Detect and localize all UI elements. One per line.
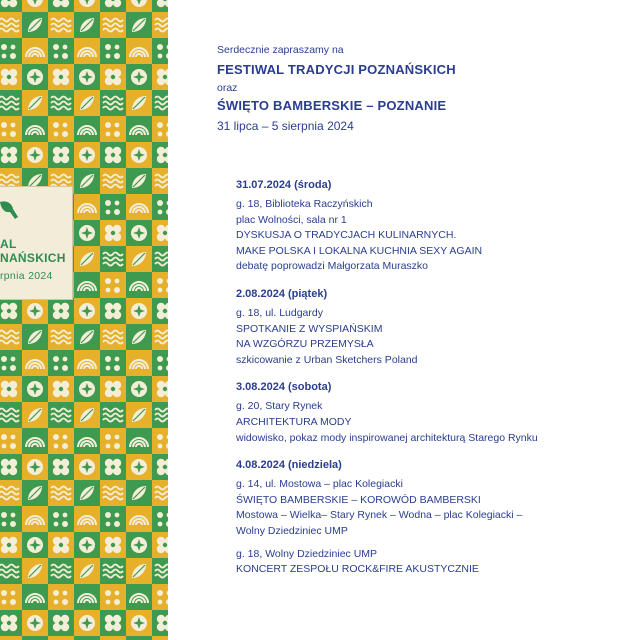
pattern-tile bbox=[126, 246, 152, 272]
pattern-tile bbox=[0, 12, 22, 38]
pattern-tile bbox=[126, 142, 152, 168]
pattern-tile bbox=[0, 142, 22, 168]
pattern-tile bbox=[48, 454, 74, 480]
pattern-tile bbox=[126, 116, 152, 142]
pattern-tile bbox=[48, 38, 74, 64]
pattern-tile bbox=[74, 246, 100, 272]
pattern-tile bbox=[22, 142, 48, 168]
pattern-tile bbox=[100, 376, 126, 402]
pattern-tile bbox=[100, 116, 126, 142]
pattern-tiles bbox=[0, 0, 168, 640]
pattern-tile bbox=[74, 506, 100, 532]
pattern-tile bbox=[74, 428, 100, 454]
pattern-tile bbox=[100, 38, 126, 64]
pattern-tile bbox=[74, 558, 100, 584]
pattern-tile bbox=[22, 0, 48, 12]
pattern-tile bbox=[100, 558, 126, 584]
event-line: MAKE POLSKA I LOKALNA KUCHNIA SEXY AGAIN bbox=[236, 244, 483, 257]
pattern-tile bbox=[22, 558, 48, 584]
pattern-tile bbox=[126, 0, 152, 12]
pattern-tile bbox=[126, 506, 152, 532]
pattern-tile bbox=[48, 298, 74, 324]
pattern-tile bbox=[74, 64, 100, 90]
pattern-tile bbox=[100, 90, 126, 116]
event-line: KONCERT ZESPOŁU ROCK&FIRE AKUSTYCZNIE bbox=[236, 563, 479, 576]
pattern-tile bbox=[126, 350, 152, 376]
card-title-line-2: NAŃSKICH bbox=[0, 251, 66, 265]
pattern-tile bbox=[100, 142, 126, 168]
pattern-tile bbox=[74, 610, 100, 636]
pattern-tile bbox=[22, 324, 48, 350]
pattern-tile bbox=[22, 298, 48, 324]
pattern-tile bbox=[48, 532, 74, 558]
pattern-tile bbox=[126, 194, 152, 220]
event-item bbox=[236, 287, 636, 368]
pattern-tile bbox=[126, 38, 152, 64]
pattern-tile bbox=[100, 64, 126, 90]
pattern-tile bbox=[126, 428, 152, 454]
pattern-tile bbox=[48, 506, 74, 532]
pattern-tile bbox=[74, 12, 100, 38]
pattern-tile bbox=[152, 454, 168, 480]
pattern-tile bbox=[74, 532, 100, 558]
event-item bbox=[236, 458, 636, 578]
pattern-tile bbox=[100, 506, 126, 532]
pattern-tile bbox=[0, 116, 22, 142]
pattern-tile bbox=[22, 428, 48, 454]
pattern-tile bbox=[100, 532, 126, 558]
event-date: 4.08.2024 (niedziela) bbox=[236, 459, 342, 472]
pattern-tile bbox=[0, 90, 22, 116]
pattern-tile bbox=[48, 116, 74, 142]
pattern-tile bbox=[100, 220, 126, 246]
pattern-tile bbox=[152, 480, 168, 506]
event-line: Mostowa – Wielka– Stary Rynek – Wodna – plac Kolegiacki – bbox=[236, 509, 523, 522]
pattern-tile bbox=[100, 636, 126, 640]
pattern-tile bbox=[74, 168, 100, 194]
pattern-tile bbox=[0, 38, 22, 64]
event-line: g. 20, Stary Rynek bbox=[236, 400, 323, 413]
event-sub-item bbox=[236, 547, 636, 578]
conjunction-text: oraz bbox=[217, 82, 238, 94]
event-line: ARCHITEKTURA MODY bbox=[236, 415, 352, 428]
pattern-tile bbox=[48, 142, 74, 168]
card-title-line-1: AL bbox=[0, 237, 17, 251]
pattern-tile bbox=[152, 168, 168, 194]
pattern-tile bbox=[22, 480, 48, 506]
event-line: SPOTKANIE Z WYSPIAŃSKIM bbox=[236, 322, 383, 335]
event-item bbox=[236, 178, 636, 275]
pattern-tile bbox=[48, 324, 74, 350]
pattern-tile bbox=[0, 324, 22, 350]
pattern-tile bbox=[22, 116, 48, 142]
pattern-tile bbox=[152, 506, 168, 532]
pattern-tile bbox=[126, 12, 152, 38]
pattern-tile bbox=[48, 402, 74, 428]
pattern-tile bbox=[126, 298, 152, 324]
pattern-tile bbox=[100, 246, 126, 272]
pattern-tile bbox=[48, 428, 74, 454]
pattern-tile bbox=[126, 272, 152, 298]
event-line: szkicowanie z Urban Sketchers Poland bbox=[236, 353, 418, 366]
pattern-tile bbox=[126, 454, 152, 480]
pattern-tile bbox=[22, 506, 48, 532]
invitation-header bbox=[217, 44, 627, 134]
pattern-tile bbox=[0, 402, 22, 428]
pattern-tile bbox=[100, 610, 126, 636]
pattern-tile bbox=[48, 350, 74, 376]
pattern-tile bbox=[74, 220, 100, 246]
pattern-tile bbox=[126, 610, 152, 636]
pattern-tile bbox=[152, 272, 168, 298]
pattern-tile bbox=[48, 636, 74, 640]
pattern-tile bbox=[152, 38, 168, 64]
pattern-tile bbox=[100, 480, 126, 506]
pattern-tile bbox=[74, 38, 100, 64]
pattern-tile bbox=[126, 324, 152, 350]
pattern-tile bbox=[74, 0, 100, 12]
event-list bbox=[236, 178, 636, 590]
pattern-tile bbox=[152, 376, 168, 402]
festival-logo-icon bbox=[0, 199, 20, 221]
decorative-pattern bbox=[0, 0, 168, 640]
pattern-tile bbox=[74, 584, 100, 610]
pattern-tile bbox=[152, 194, 168, 220]
pattern-tile bbox=[152, 298, 168, 324]
pattern-tile bbox=[152, 0, 168, 12]
pattern-tile bbox=[100, 454, 126, 480]
pattern-tile bbox=[152, 584, 168, 610]
pattern-tile bbox=[22, 532, 48, 558]
pattern-tile bbox=[74, 376, 100, 402]
pattern-tile bbox=[0, 350, 22, 376]
pattern-tile bbox=[74, 350, 100, 376]
pattern-tile bbox=[74, 272, 100, 298]
pattern-tile bbox=[126, 584, 152, 610]
pattern-tile bbox=[22, 454, 48, 480]
pattern-tile bbox=[126, 532, 152, 558]
event-line: g. 14, ul. Mostowa – plac Kolegiacki bbox=[236, 478, 403, 491]
pattern-tile bbox=[100, 350, 126, 376]
pattern-tile bbox=[152, 142, 168, 168]
event-date: 31.07.2024 (środa) bbox=[236, 179, 332, 191]
pattern-tile bbox=[22, 90, 48, 116]
pattern-tile bbox=[152, 532, 168, 558]
pattern-tile bbox=[74, 298, 100, 324]
pattern-tile bbox=[0, 480, 22, 506]
pattern-tile bbox=[152, 402, 168, 428]
pattern-tile bbox=[100, 298, 126, 324]
pattern-tile bbox=[126, 64, 152, 90]
pattern-tile bbox=[22, 636, 48, 640]
festival-title: FESTIWAL TRADYCJI POZNAŃSKICH bbox=[217, 62, 456, 77]
event-line: DYSKUSJA O TRADYCJACH KULINARNYCH. bbox=[236, 229, 457, 242]
event-line: plac Wolności, sala nr 1 bbox=[236, 213, 347, 226]
pattern-tile bbox=[74, 194, 100, 220]
pattern-tile bbox=[0, 64, 22, 90]
pattern-tile bbox=[100, 168, 126, 194]
pattern-tile bbox=[0, 506, 22, 532]
festival-dates: 31 lipca – 5 sierpnia 2024 bbox=[217, 119, 354, 133]
pattern-tile bbox=[152, 220, 168, 246]
pattern-tile bbox=[0, 376, 22, 402]
pattern-tile bbox=[126, 168, 152, 194]
pattern-tile bbox=[152, 116, 168, 142]
event-line: Wolny Dziedziniec UMP bbox=[236, 524, 348, 537]
pattern-tile bbox=[126, 90, 152, 116]
event-line: g. 18, ul. Ludgardy bbox=[236, 306, 323, 319]
pattern-tile bbox=[74, 636, 100, 640]
pattern-tile bbox=[22, 402, 48, 428]
pattern-tile bbox=[152, 350, 168, 376]
intro-text: Serdecznie zapraszamy na bbox=[217, 44, 344, 56]
pattern-tile bbox=[126, 376, 152, 402]
pattern-tile bbox=[0, 584, 22, 610]
pattern-tile bbox=[0, 610, 22, 636]
pattern-tile bbox=[48, 12, 74, 38]
pattern-tile bbox=[152, 636, 168, 640]
pattern-tile bbox=[22, 64, 48, 90]
pattern-tile bbox=[152, 64, 168, 90]
pattern-tile bbox=[22, 350, 48, 376]
pattern-tile bbox=[152, 246, 168, 272]
pattern-tile bbox=[152, 428, 168, 454]
pattern-tile bbox=[0, 636, 22, 640]
pattern-tile bbox=[74, 324, 100, 350]
event-date: 3.08.2024 (sobota) bbox=[236, 381, 332, 394]
pattern-tile bbox=[152, 558, 168, 584]
pattern-tile bbox=[100, 324, 126, 350]
pattern-tile bbox=[74, 454, 100, 480]
pattern-tile bbox=[0, 0, 22, 12]
pattern-tile bbox=[48, 0, 74, 12]
pattern-tile bbox=[0, 454, 22, 480]
pattern-tile bbox=[48, 558, 74, 584]
pattern-tile bbox=[22, 376, 48, 402]
pattern-tile bbox=[100, 402, 126, 428]
pattern-tile bbox=[0, 298, 22, 324]
event-line: widowisko, pokaz mody inspirowanej architekturą Starego Rynku bbox=[236, 431, 538, 444]
pattern-tile bbox=[74, 116, 100, 142]
pattern-tile bbox=[22, 38, 48, 64]
pattern-tile bbox=[74, 142, 100, 168]
pattern-tile bbox=[126, 220, 152, 246]
event-line: g. 18, Biblioteka Raczyńskich bbox=[236, 198, 373, 210]
pattern-tile bbox=[100, 584, 126, 610]
pattern-tile bbox=[152, 90, 168, 116]
pattern-tile bbox=[48, 376, 74, 402]
swieto-title: ŚWIĘTO BAMBERSKIE – POZNANIE bbox=[217, 98, 447, 113]
event-item bbox=[236, 380, 636, 446]
event-line: NA WZGÓRZU PRZEMYSŁA bbox=[236, 338, 374, 351]
pattern-tile bbox=[22, 12, 48, 38]
festival-card bbox=[0, 186, 73, 300]
pattern-tile bbox=[100, 194, 126, 220]
event-line: debatę poprowadzi Małgorzata Muraszko bbox=[236, 260, 429, 273]
pattern-tile bbox=[0, 558, 22, 584]
event-line: g. 18, Wolny Dziedziniec UMP bbox=[236, 547, 378, 560]
pattern-tile bbox=[152, 610, 168, 636]
pattern-tile bbox=[126, 636, 152, 640]
card-dates: rpnia 2024 bbox=[0, 270, 53, 282]
pattern-tile bbox=[48, 584, 74, 610]
pattern-tile bbox=[126, 402, 152, 428]
pattern-tile bbox=[48, 90, 74, 116]
pattern-tile bbox=[74, 90, 100, 116]
pattern-tile bbox=[152, 324, 168, 350]
pattern-tile bbox=[100, 428, 126, 454]
pattern-tile bbox=[74, 480, 100, 506]
pattern-tile bbox=[100, 272, 126, 298]
pattern-tile bbox=[48, 480, 74, 506]
pattern-tile bbox=[0, 428, 22, 454]
pattern-tile bbox=[48, 610, 74, 636]
pattern-tile bbox=[22, 584, 48, 610]
pattern-tile bbox=[100, 12, 126, 38]
pattern-tile bbox=[0, 532, 22, 558]
pattern-tile bbox=[22, 610, 48, 636]
event-date: 2.08.2024 (piątek) bbox=[236, 287, 328, 300]
pattern-tile bbox=[126, 480, 152, 506]
pattern-tile bbox=[48, 64, 74, 90]
event-line: ŚWIĘTO BAMBERSKIE – KOROWÓD BAMBERSKI bbox=[236, 493, 481, 506]
pattern-tile bbox=[74, 402, 100, 428]
pattern-tile bbox=[152, 12, 168, 38]
pattern-tile bbox=[126, 558, 152, 584]
pattern-tile bbox=[100, 0, 126, 12]
